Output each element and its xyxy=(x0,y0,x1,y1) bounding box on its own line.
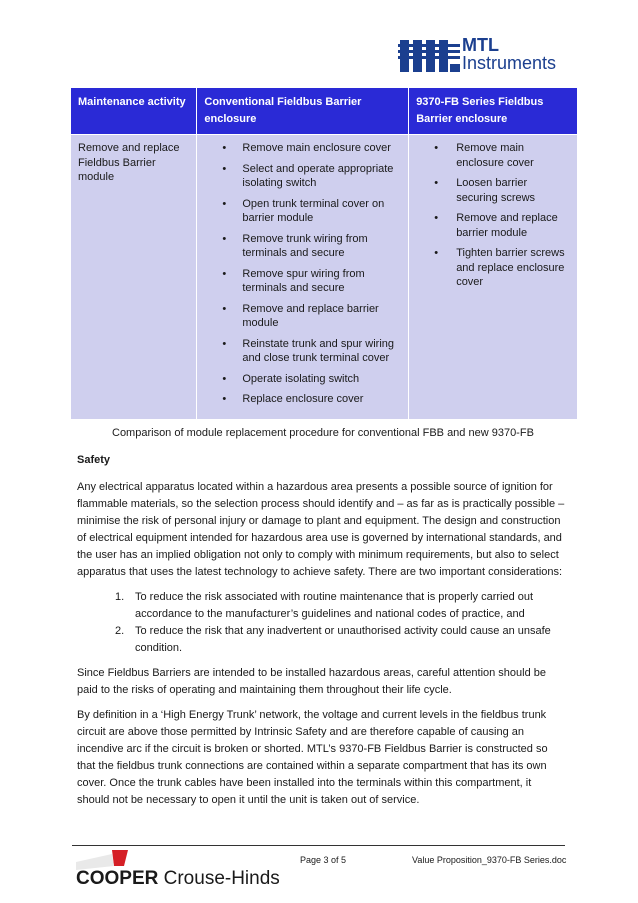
list-item: • Remove and replace barrier module xyxy=(222,302,379,329)
table-caption: Comparison of module replacement procedure for conventional FBB and new 9370-FB xyxy=(112,427,534,439)
considerations-list xyxy=(77,589,565,657)
header-9370: 9370-FB Series Fieldbus Barrier enclosure xyxy=(409,88,578,135)
table-header-row xyxy=(71,88,578,135)
cooper-logo xyxy=(76,848,280,890)
list-item: • Tighten barrier screws and replace enclosure cover xyxy=(434,247,565,288)
paragraph: Any electrical apparatus located within a hazardous area presents a possible source of ignition for flammable materials, so the selection process should identify and – as far as is practically possible – minimise the risk of personal injury or damage to plant and equipment. The design and construction of electrical equipment intended for hazardous area use is governed by international standards, and the user has an implied obligation not only to comply with minimum requirements, but also to select apparatus that uses the latest technology to achieve safety. There are two important considerations: xyxy=(77,481,565,578)
list-item: • Select and operate appropriate isolating switch xyxy=(222,162,394,189)
list-item: • Replace enclosure cover xyxy=(222,393,364,405)
mtl-wordmark-line1: MTL xyxy=(462,35,499,55)
conventional-cell xyxy=(197,135,409,420)
list-item: 2. To reduce the risk that any inadvertent or unauthorised activity could cause an unsafe condition. xyxy=(115,625,551,654)
conventional-steps xyxy=(204,141,401,407)
list-item: • Reinstate trunk and spur wiring and close trunk terminal cover xyxy=(222,337,395,364)
series9370-cell xyxy=(409,135,578,420)
paragraph: By definition in a ‘High Energy Trunk’ network, the voltage and current levels in the fieldbus trunk circuit are above those permitted by Intrinsic Safety and are therefore capable of causing an incendive arc if the circuit is broken or shorted. MTL’s 9370-FB Fieldbus Barrier is constructed so that the fieldbus trunk connections are contained within a separate compartment that has its own cover. Once the trunk cables have been installed into the terminals within this compartment, it should not be necessary to open it until the unit is taken out of service. xyxy=(77,709,548,806)
list-item: • Open trunk terminal cover on barrier module xyxy=(222,197,385,224)
section-heading: Safety xyxy=(77,454,111,466)
list-item: • Remove main enclosure cover xyxy=(434,142,534,169)
mtl-logo-mark xyxy=(398,36,460,74)
document-body xyxy=(77,452,565,817)
list-item: • Remove trunk wiring from terminals and secure xyxy=(222,232,368,259)
footer-divider xyxy=(72,845,565,846)
table-row xyxy=(71,135,578,420)
header-activity: Maintenance activity xyxy=(71,88,197,135)
doc-filename: Value Proposition_9370-FB Series.doc xyxy=(412,855,567,865)
list-item: 1. To reduce the risk associated with routine maintenance that is properly carried out accordance to the manufacturer’s guidelines and national codes of practice, and xyxy=(115,591,534,620)
list-item: • Loosen barrier securing screws xyxy=(434,177,536,204)
paragraph: Since Fieldbus Barriers are intended to be installed hazardous areas, careful attention should be paid to the risks of operating and maintaining them throughout their life cycle. xyxy=(77,667,547,696)
mtl-wordmark-line2: Instruments xyxy=(462,53,557,73)
list-item: • Remove main enclosure cover xyxy=(222,142,391,154)
page-number: Page 3 of 5 xyxy=(300,855,347,865)
header-conventional: Conventional Fieldbus Barrier enclosure xyxy=(197,88,409,135)
list-item: • Remove spur wiring from terminals and secure xyxy=(222,267,365,294)
list-item: • Remove and replace barrier module xyxy=(434,212,558,239)
mtl-logo xyxy=(398,36,568,76)
activity-cell: Remove and replace Fieldbus Barrier module xyxy=(71,135,197,420)
cooper-wordmark: COOPER Crouse-Hinds xyxy=(76,868,280,889)
comparison-table xyxy=(70,87,578,420)
series9370-steps xyxy=(416,141,570,290)
list-item: • Operate isolating switch xyxy=(222,372,360,385)
